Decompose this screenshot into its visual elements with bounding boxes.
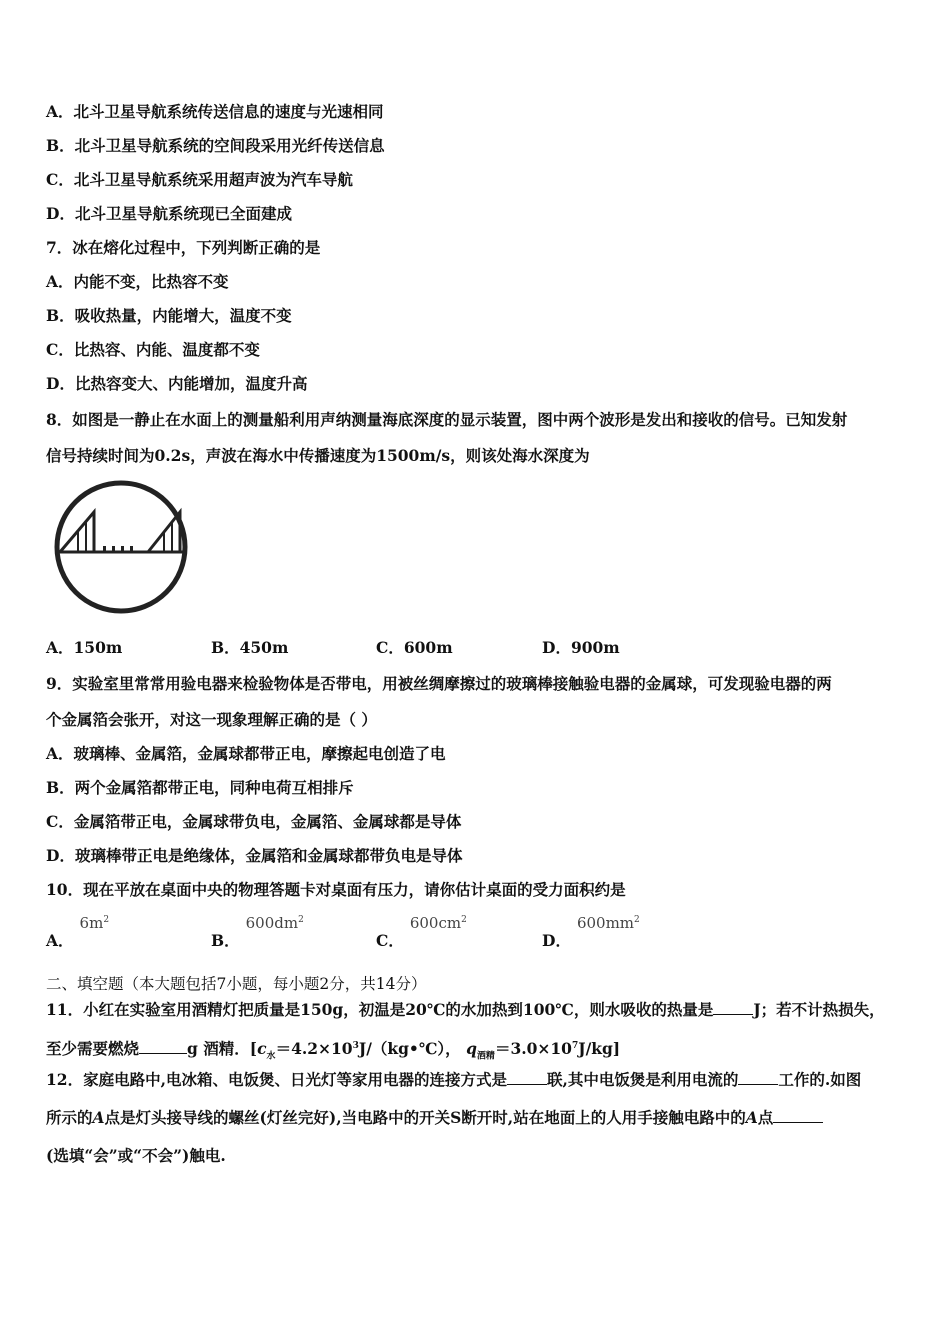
q11-line1: 11．小红在实验室用酒精灯把质量是150g，初温是20℃的水加热到100℃，则水吸收的热量是 J；若不计热损失， <box>46 1000 885 1019</box>
q12-line3: (选填“会”或“不会”)触电. <box>46 1146 226 1165</box>
q6-option-d: D．北斗卫星导航系统现已全面建成 <box>46 204 292 223</box>
q10-option-a-value: $6m^2$ <box>79 914 110 932</box>
q7-option-a: A．内能不变，比热容不变 <box>46 272 229 291</box>
q10-option-d-value: $600mm^2$ <box>576 914 640 932</box>
q8-stem-line2: 信号持续时间为0.2s，声波在海水中传播速度为1500m/s，则该处海水深度为 <box>46 446 590 465</box>
q11-line2: 至少需要燃烧 g 酒精．[$c_水=4.2\times 10^3J/(kg•℃)$， $q_{酒精}=3.0\times 10^7J/kg$] <box>46 1039 621 1062</box>
q7-option-c: C．比热容、内能、温度都不变 <box>46 340 260 359</box>
q12-line1: 12．家庭电路中,电冰箱、电饭煲、日光灯等家用电器的连接方式是 联,其中电饭煲是利用电流的 工作的.如图 <box>46 1070 862 1089</box>
q11-blank-2 <box>139 1039 187 1054</box>
q9-option-b: B．两个金属箔都带正电，同种电荷互相排斥 <box>46 778 354 797</box>
q10-option-c: C．$600cm^2$ <box>376 914 467 950</box>
q12-blank-3 <box>773 1108 823 1123</box>
q10-option-c-value: $600cm^2$ <box>409 914 467 932</box>
q9-stem-line1: 9．实验室里常常用验电器来检验物体是否带电，用被丝绸摩擦过的玻璃棒接触验电器的金属球，可发现验电器的两 <box>46 674 832 693</box>
q9-option-a: A．玻璃棒、金属箔，金属球都带正电，摩擦起电创造了电 <box>46 744 446 763</box>
q9-option-c: C．金属箔带正电，金属球带负电，金属箔、金属球都是导体 <box>46 812 462 831</box>
q10-option-d: D．$600mm^2$ <box>542 914 640 950</box>
q10-option-b: B．$600dm^2$ <box>211 914 304 950</box>
q8-option-d: D．900m <box>542 638 620 657</box>
q10-option-b-value: $600dm^2$ <box>245 914 304 932</box>
q8-option-a: A．150m <box>46 638 123 657</box>
q6-option-b: B．北斗卫星导航系统的空间段采用光纤传送信息 <box>46 136 385 155</box>
q9-stem-line2: 个金属箔会张开，对这一现象理解正确的是（ ） <box>46 710 377 729</box>
q8-stem-line1: 8．如图是一静止在水面上的测量船利用声纳测量海底深度的显示装置，图中两个波形是发出和接收的信号。已知发射 <box>46 410 848 429</box>
q10-stem: 10．现在平放在桌面中央的物理答题卡对桌面有压力，请你估计桌面的受力面积约是 <box>46 880 626 899</box>
q10-options <box>46 914 906 950</box>
q6-option-a: A．北斗卫星导航系统传送信息的速度与光速相同 <box>46 102 384 121</box>
q12-blank-2 <box>738 1070 778 1085</box>
q11-blank-1 <box>713 1000 753 1015</box>
section-heading: 二、填空题（本大题包括7小题，每小题2分，共14分） <box>46 975 427 993</box>
q8-option-c: C．600m <box>376 638 453 657</box>
q9-option-d: D．玻璃棒带正电是绝缘体，金属箔和金属球都带负电是导体 <box>46 846 463 865</box>
q7-option-d: D．比热容变大、内能增加，温度升高 <box>46 374 308 393</box>
q7-option-b: B．吸收热量，内能增大，温度不变 <box>46 306 292 325</box>
q6-option-c: C．北斗卫星导航系统采用超声波为汽车导航 <box>46 170 353 189</box>
q8-option-b: B．450m <box>211 638 289 657</box>
q12-line2: 所示的A点是灯头接导线的螺丝(灯丝完好),当电路中的开关S断开时,站在地面上的人用手接触电路中的A点 <box>46 1108 823 1128</box>
sonar-display-diagram <box>48 480 194 615</box>
q10-option-a: A．$6m^2$ <box>46 914 110 950</box>
q8-options <box>46 638 906 658</box>
q7-stem: 7．冰在熔化过程中，下列判断正确的是 <box>46 238 321 257</box>
q12-blank-1 <box>507 1070 547 1085</box>
